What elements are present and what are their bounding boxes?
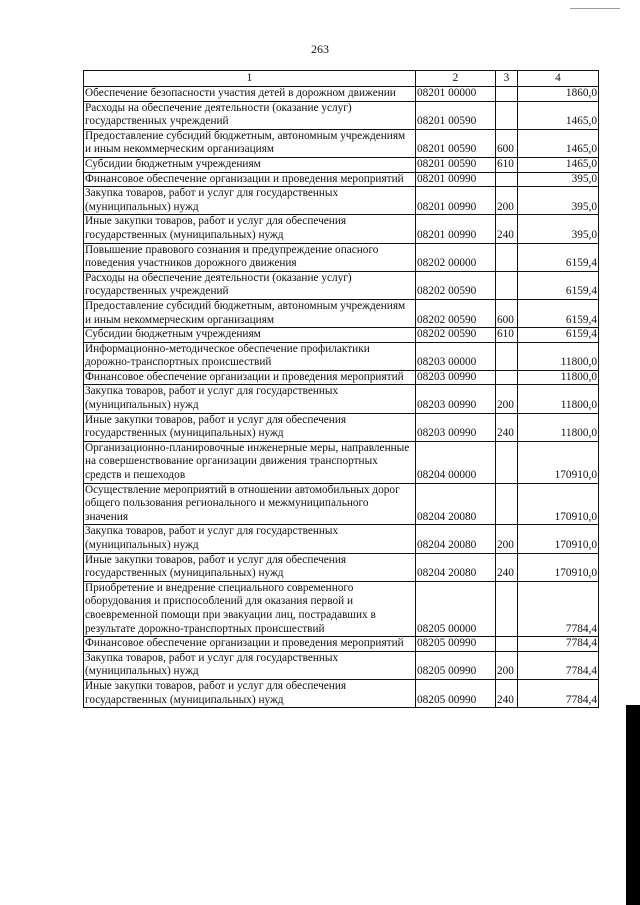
cell-name: Организационно-планировочные инженерные меры, направленные на совершенствование организации движения транспортных средств и пешеходов xyxy=(84,441,416,483)
cell-code: 08202 00590 xyxy=(416,328,496,343)
cell-sum: 395,0 xyxy=(518,215,599,243)
cell-name: Предоставление субсидий бюджетным, автономным учреждениям и иным некоммерческим организациям xyxy=(84,129,416,157)
cell-sum: 6159,4 xyxy=(518,243,599,271)
cell-sum: 1465,0 xyxy=(518,101,599,129)
cell-type: 200 xyxy=(496,385,518,413)
cell-code: 08205 00000 xyxy=(416,581,496,636)
cell-name: Иные закупки товаров, работ и услуг для обеспечения государственных (муниципальных) нужд xyxy=(84,413,416,441)
table-row xyxy=(84,651,599,679)
cell-sum: 6159,4 xyxy=(518,271,599,299)
cell-code: 08204 00000 xyxy=(416,441,496,483)
cell-sum: 1860,0 xyxy=(518,87,599,102)
cell-sum: 395,0 xyxy=(518,187,599,215)
cell-type xyxy=(496,342,518,370)
cell-sum: 11800,0 xyxy=(518,413,599,441)
cell-type xyxy=(496,370,518,385)
cell-type: 610 xyxy=(496,328,518,343)
table-row xyxy=(84,215,599,243)
cell-type: 240 xyxy=(496,413,518,441)
table-row xyxy=(84,581,599,636)
cell-name: Расходы на обеспечение деятельности (оказание услуг) государственных учреждений xyxy=(84,101,416,129)
cell-sum: 7784,4 xyxy=(518,651,599,679)
table-row xyxy=(84,441,599,483)
table-body xyxy=(84,71,599,708)
cell-sum: 1465,0 xyxy=(518,157,599,172)
cell-type xyxy=(496,87,518,102)
page-number: 263 xyxy=(311,42,329,56)
cell-type xyxy=(496,581,518,636)
cell-type xyxy=(496,441,518,483)
table-row xyxy=(84,385,599,413)
cell-name: Иные закупки товаров, работ и услуг для обеспечения государственных (муниципальных) нужд xyxy=(84,553,416,581)
table-row xyxy=(84,483,599,525)
table-row xyxy=(84,637,599,652)
table-row xyxy=(84,157,599,172)
cell-name: Закупка товаров, работ и услуг для государственных (муниципальных) нужд xyxy=(84,651,416,679)
cell-code: 08202 00590 xyxy=(416,271,496,299)
table-row xyxy=(84,370,599,385)
table-header-row xyxy=(84,71,599,87)
table-row xyxy=(84,342,599,370)
header-cell-code: 2 xyxy=(416,71,496,87)
cell-sum: 170910,0 xyxy=(518,553,599,581)
cell-code: 08201 00590 xyxy=(416,101,496,129)
cell-type: 200 xyxy=(496,525,518,553)
cell-name: Субсидии бюджетным учреждениям xyxy=(84,328,416,343)
header-cell-sum: 4 xyxy=(518,71,599,87)
cell-name: Субсидии бюджетным учреждениям xyxy=(84,157,416,172)
table-row xyxy=(84,413,599,441)
cell-type xyxy=(496,172,518,187)
cell-type: 200 xyxy=(496,651,518,679)
cell-code: 08205 00990 xyxy=(416,651,496,679)
table-row xyxy=(84,101,599,129)
header-cell-name: 1 xyxy=(84,71,416,87)
cell-code: 08203 00990 xyxy=(416,413,496,441)
cell-type: 240 xyxy=(496,215,518,243)
table-row xyxy=(84,87,599,102)
cell-type: 240 xyxy=(496,553,518,581)
cell-name: Осуществление мероприятий в отношении автомобильных дорог общего пользования регионального и межмуниципального значения xyxy=(84,483,416,525)
cell-name: Закупка товаров, работ и услуг для государственных (муниципальных) нужд xyxy=(84,525,416,553)
cell-name: Приобретение и внедрение специального современного оборудования и приспособлений для оказания первой и своевременной помощи при эвакуации лиц, пострадавших в результате дорожно-транспортных происшествий xyxy=(84,581,416,636)
cell-sum: 7784,4 xyxy=(518,637,599,652)
cell-sum: 395,0 xyxy=(518,172,599,187)
cell-sum: 170910,0 xyxy=(518,525,599,553)
table-row xyxy=(84,271,599,299)
cell-type: 600 xyxy=(496,129,518,157)
cell-sum: 7784,4 xyxy=(518,679,599,707)
cell-sum: 6159,4 xyxy=(518,299,599,327)
table-row xyxy=(84,679,599,707)
cell-type: 600 xyxy=(496,299,518,327)
table-row xyxy=(84,243,599,271)
cell-code: 08204 20080 xyxy=(416,553,496,581)
cell-name: Закупка товаров, работ и услуг для государственных (муниципальных) нужд xyxy=(84,187,416,215)
cell-code: 08203 00990 xyxy=(416,370,496,385)
cell-sum: 7784,4 xyxy=(518,581,599,636)
cell-code: 08205 00990 xyxy=(416,637,496,652)
cell-sum: 11800,0 xyxy=(518,342,599,370)
cell-code: 08203 00000 xyxy=(416,342,496,370)
cell-name: Повышение правового сознания и предупреждение опасного поведения участников дорожного движения xyxy=(84,243,416,271)
cell-name: Предоставление субсидий бюджетным, автономным учреждениям и иным некоммерческим организациям xyxy=(84,299,416,327)
table-row xyxy=(84,187,599,215)
cell-type: 240 xyxy=(496,679,518,707)
cell-sum: 1465,0 xyxy=(518,129,599,157)
cell-code: 08201 00590 xyxy=(416,129,496,157)
cell-code: 08204 20080 xyxy=(416,483,496,525)
scan-mark xyxy=(570,8,620,9)
cell-name: Расходы на обеспечение деятельности (оказание услуг) государственных учреждений xyxy=(84,271,416,299)
cell-name: Информационно-методическое обеспечение профилактики дорожно-транспортных происшествий xyxy=(84,342,416,370)
table-row xyxy=(84,553,599,581)
budget-table xyxy=(83,70,599,708)
cell-code: 08202 00000 xyxy=(416,243,496,271)
cell-sum: 6159,4 xyxy=(518,328,599,343)
cell-code: 08201 00990 xyxy=(416,215,496,243)
cell-type: 200 xyxy=(496,187,518,215)
scan-edge-bar xyxy=(626,705,640,905)
cell-name: Обеспечение безопасности участия детей в дорожном движении xyxy=(84,87,416,102)
table-row xyxy=(84,328,599,343)
cell-code: 08202 00590 xyxy=(416,299,496,327)
cell-name: Финансовое обеспечение организации и проведения мероприятий xyxy=(84,370,416,385)
cell-name: Финансовое обеспечение организации и проведения мероприятий xyxy=(84,172,416,187)
cell-code: 08205 00990 xyxy=(416,679,496,707)
cell-name: Иные закупки товаров, работ и услуг для обеспечения государственных (муниципальных) нужд xyxy=(84,215,416,243)
cell-code: 08201 00990 xyxy=(416,172,496,187)
cell-sum: 11800,0 xyxy=(518,385,599,413)
cell-sum: 170910,0 xyxy=(518,441,599,483)
table-row xyxy=(84,172,599,187)
cell-code: 08203 00990 xyxy=(416,385,496,413)
table-row xyxy=(84,299,599,327)
cell-code: 08201 00990 xyxy=(416,187,496,215)
table-row xyxy=(84,129,599,157)
cell-type: 610 xyxy=(496,157,518,172)
cell-type xyxy=(496,637,518,652)
cell-sum: 170910,0 xyxy=(518,483,599,525)
cell-name: Иные закупки товаров, работ и услуг для обеспечения государственных (муниципальных) нужд xyxy=(84,679,416,707)
cell-code: 08201 00590 xyxy=(416,157,496,172)
cell-type xyxy=(496,101,518,129)
cell-code: 08201 00000 xyxy=(416,87,496,102)
cell-type xyxy=(496,243,518,271)
cell-name: Финансовое обеспечение организации и проведения мероприятий xyxy=(84,637,416,652)
cell-sum: 11800,0 xyxy=(518,370,599,385)
cell-code: 08204 20080 xyxy=(416,525,496,553)
cell-name: Закупка товаров, работ и услуг для государственных (муниципальных) нужд xyxy=(84,385,416,413)
cell-type xyxy=(496,271,518,299)
header-cell-type: 3 xyxy=(496,71,518,87)
table-row xyxy=(84,525,599,553)
cell-type xyxy=(496,483,518,525)
